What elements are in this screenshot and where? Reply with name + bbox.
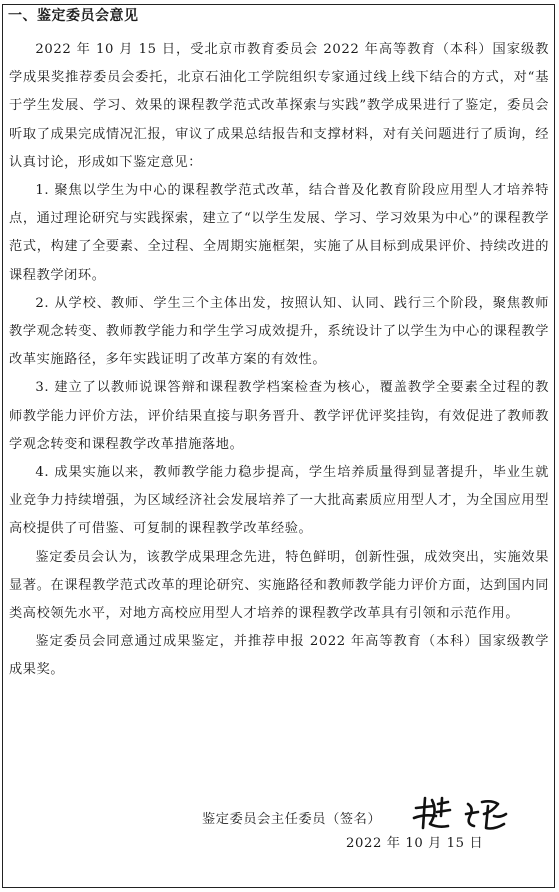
signature-date: 2022 年 10 月 15 日 bbox=[346, 836, 484, 851]
signature-label: 鉴定委员会主任委员（签名） bbox=[202, 812, 382, 827]
conclusion-paragraph: 鉴定委员会认为，该教学成果理念先进，特色鲜明，创新性强，成效突出，实施效果显著。在课程教学范式改革的理论研究、实施路径和教师教学能力评价方面，达到国内同类高校领先水平，对地方高校应用型人才培养的课程教学改革具有引领和示范作用。 bbox=[9, 549, 549, 622]
intro-paragraph: 2022 年 10 月 15 日，受北京市教育委员会 2022 年高等教育（本科）国家级教学成果奖推荐委员会委托，北京石油化工学院组织专家通过线上线下结合的方式，对“基于学生发展、学习、效果的课程教学范式改革探索与实践”教学成果进行了鉴定，委员会听取了成果完成情况汇报，审议了成果总结报告和支撑材料，对有关问题进行了质询，经认真讨论，形成如下鉴定意见： bbox=[9, 42, 549, 170]
section-title: 一、鉴定委员会意见 bbox=[8, 8, 139, 24]
opinion-item-2: 2. 从学校、教师、学生三个主体出发，按照认知、认同、践行三个阶段，聚焦教师教学观念转变、教师教学能力和学生学习成效提升，系统设计了以学生为中心的课程教学改革实施路径，多年实践证明了改革方案的有效性。 bbox=[9, 295, 549, 368]
opinion-body bbox=[9, 36, 549, 685]
opinion-item-1: 1. 聚焦以学生为中心的课程教学范式改革，结合普及化教育阶段应用型人才培养特点，通过理论研究与实践探索，建立了“以学生发展、学习、学习效果为中心”的课程教学范式，构建了全要素、全过程、全周期实施框架，实施了从目标到成果评价、持续改进的课程教学闭环。 bbox=[9, 183, 549, 283]
opinion-item-3: 3. 建立了以教师说课答辩和课程教学档案检查为核心，覆盖教学全要素全过程的教师教学能力评价方法，评价结果直接与职务晋升、教学评优评奖挂钩，有效促进了教师教学观念转变和课程教学改革措施落地。 bbox=[9, 380, 549, 452]
handwritten-signature bbox=[408, 794, 518, 836]
recommendation-paragraph: 鉴定委员会同意通过成果鉴定，并推荐申报 2022 年高等教育（本科）国家级教学成果奖。 bbox=[9, 634, 549, 678]
opinion-item-4: 4. 成果实施以来，教师教学能力稳步提高，学生培养质量得到显著提升，毕业生就业竞争力持续增强，为区域经济社会发展培养了一大批高素质应用型人才，为全国应用型高校提供了可借鉴、可复制的课程教学改革经验。 bbox=[9, 465, 549, 537]
